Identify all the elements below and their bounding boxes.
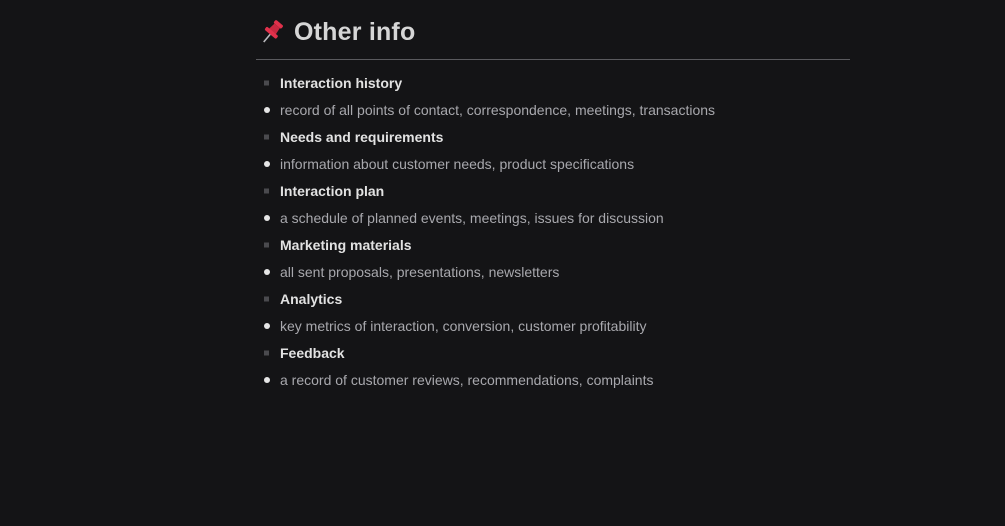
square-bullet-icon (264, 188, 269, 193)
square-bullet-icon (264, 134, 269, 139)
dot-bullet-icon (264, 215, 270, 221)
dot-bullet-icon (264, 107, 270, 113)
list-item-detail (256, 258, 850, 285)
item-detail: key metrics of interaction, conversion, customer profitability (280, 317, 647, 334)
dot-bullet-icon (264, 377, 270, 383)
page-content (256, 16, 850, 393)
list-item-detail (256, 150, 850, 177)
square-bullet-icon (264, 242, 269, 247)
square-bullet-icon (264, 350, 269, 355)
list-item-detail (256, 96, 850, 123)
item-heading: Interaction plan (280, 182, 385, 199)
item-heading: Needs and requirements (280, 128, 444, 145)
item-heading: Feedback (280, 344, 345, 361)
list-item-heading (256, 339, 850, 366)
list-item-heading (256, 285, 850, 312)
dot-bullet-icon (264, 161, 270, 167)
item-heading: Marketing materials (280, 236, 412, 253)
list-item-detail (256, 366, 850, 393)
list-item-heading (256, 231, 850, 258)
info-list (256, 69, 850, 393)
item-heading: Analytics (280, 290, 343, 307)
dot-bullet-icon (264, 269, 270, 275)
pushpin-icon (258, 17, 286, 47)
dot-bullet-icon (264, 323, 270, 329)
list-item-detail (256, 204, 850, 231)
item-detail: a schedule of planned events, meetings, issues for discussion (280, 209, 664, 226)
divider (256, 59, 850, 60)
square-bullet-icon (264, 80, 269, 85)
square-bullet-icon (264, 296, 269, 301)
item-detail: all sent proposals, presentations, newsletters (280, 263, 560, 280)
item-detail: a record of customer reviews, recommendations, complaints (280, 371, 654, 388)
list-item-heading (256, 69, 850, 96)
list-item-heading (256, 177, 850, 204)
item-heading: Interaction history (280, 74, 403, 91)
item-detail: record of all points of contact, correspondence, meetings, transactions (280, 101, 716, 118)
item-detail: information about customer needs, product specifications (280, 155, 635, 172)
section-header (256, 16, 850, 48)
section-title: Other info (294, 17, 416, 46)
list-item-detail (256, 312, 850, 339)
list-item-heading (256, 123, 850, 150)
